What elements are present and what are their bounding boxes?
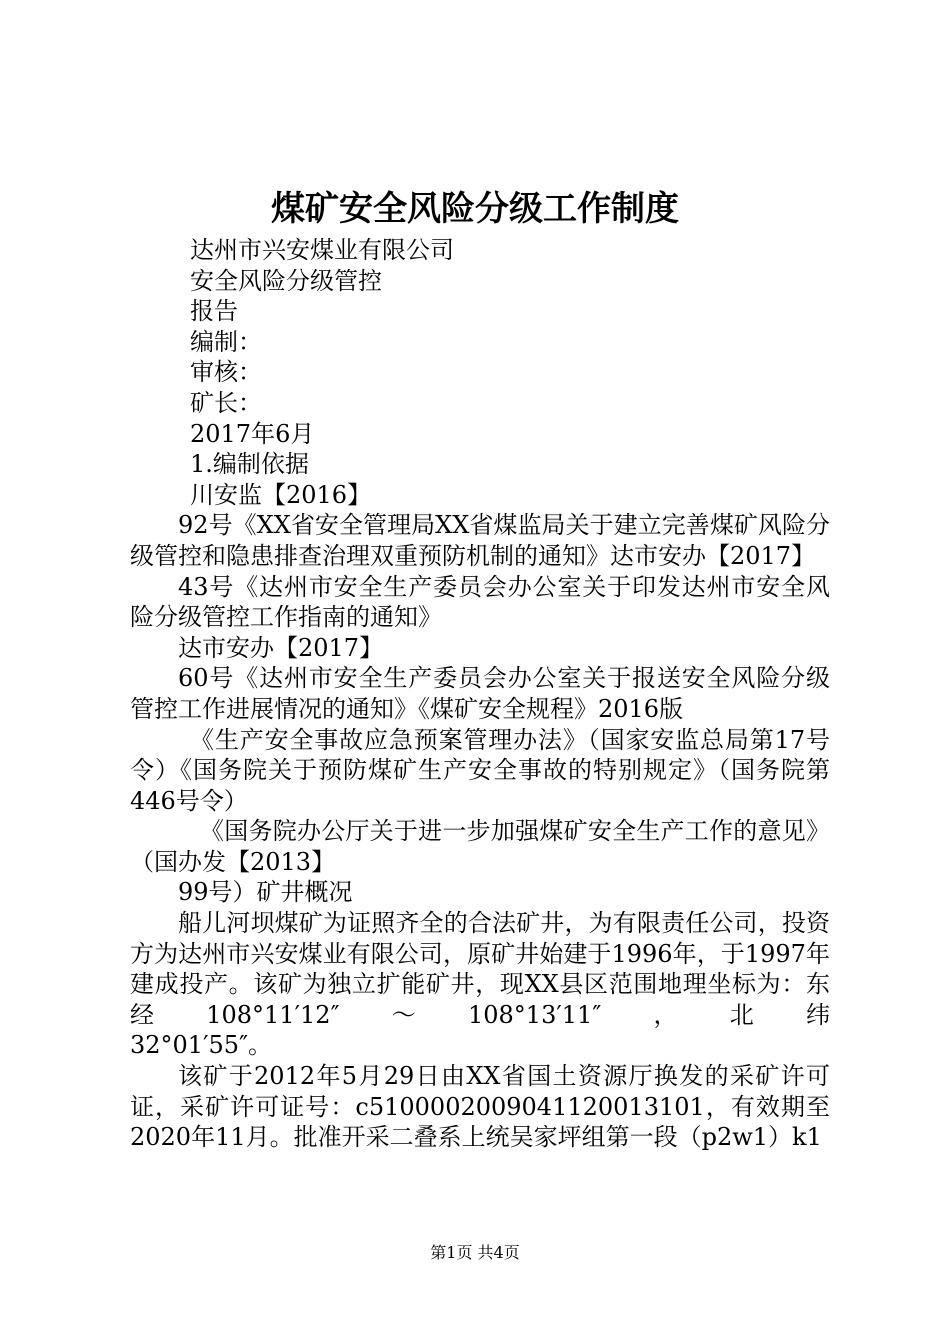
paragraph: 船儿河坝煤矿为证照齐全的合法矿井，为有限责任公司，投资方为达州市兴安煤业有限公司，原矿井始建于1996年，于1997年建成投产。该矿为独立扩能矿井，现XX县区范围地理坐标为：东经108°11′12″～108°13′11″，北纬: [130, 909, 830, 1029]
paragraph: 2017年6月: [190, 419, 315, 448]
paragraph: 92号《XX省安全管理局XX省煤监局关于建立完善煤矿风险分级管控和隐患排查治理双重预防机制的通知》达市安办【2017】: [130, 511, 830, 570]
paragraph: 1.编制依据: [190, 450, 309, 479]
paragraph: 《国务院办公厅关于进一步加强煤矿安全生产工作的意见》（国办发【2013】: [130, 817, 830, 876]
paragraph: 43号《达州市安全生产委员会办公室关于印发达州市安全风险分级管控工作指南的通知》: [130, 572, 830, 632]
paragraph: 该矿于2012年5月29日由XX省国土资源厅换发的采矿许可证，采矿许可证号：c5100002009041120013101，有效期至2020年11月。批准开采二叠系上统吴家坪组第一段（p2w1）k1: [130, 1062, 830, 1152]
paragraph: 60号《达州市安全生产委员会办公室关于报送安全风险分级管控工作进展情况的通知》《煤矿安全规程》2016版: [130, 664, 830, 723]
paragraph: 达州市兴安煤业有限公司: [190, 236, 454, 264]
paragraph: 报告: [190, 297, 238, 326]
paragraph: 安全风险分级管控: [190, 266, 382, 295]
paragraph: 编制：: [190, 327, 262, 356]
paragraph: 矿长：: [190, 388, 262, 417]
paragraph: 99号）矿井概况: [178, 878, 353, 907]
paragraph: 川安监【2016】: [190, 480, 372, 509]
paragraph: 达市安办【2017】: [178, 633, 384, 662]
paragraph: 32°01′55″。: [130, 1031, 273, 1060]
document-body: [130, 235, 830, 1153]
paragraph: 审核：: [190, 358, 262, 387]
page-title: 煤矿安全风险分级工作制度: [271, 189, 679, 229]
page-footer: 第1页 共4页: [430, 1243, 520, 1262]
paragraph: 《生产安全事故应急预案管理办法》（国家安监总局第17号令）《国务院关于预防煤矿生产安全事故的特别规定》（国务院第446号令）: [130, 725, 830, 815]
